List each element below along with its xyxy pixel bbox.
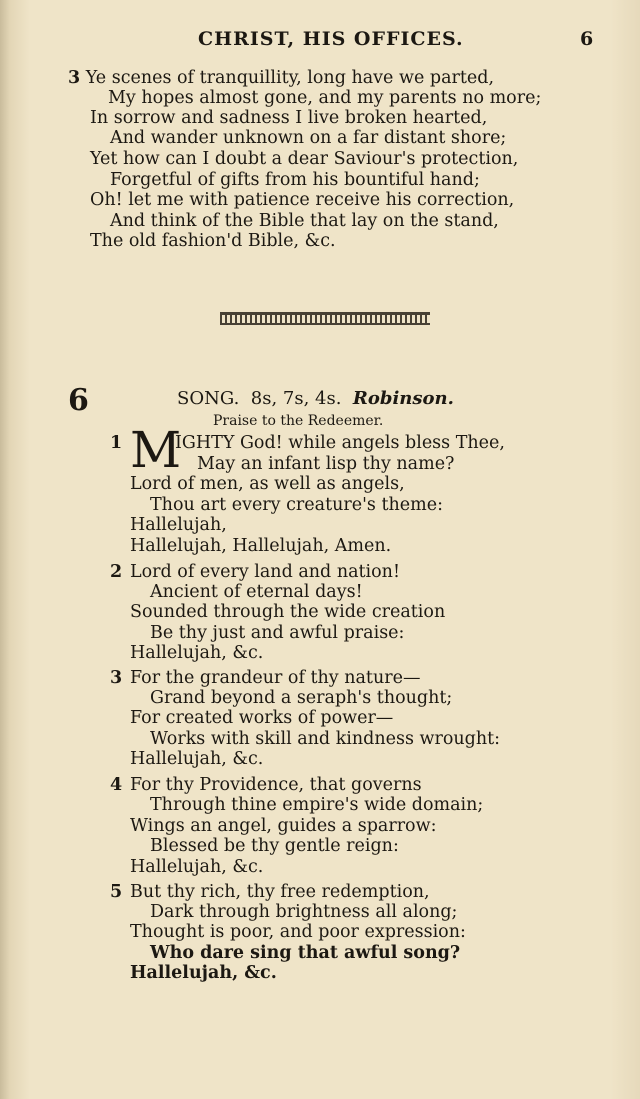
- verse-line: The old fashion'd Bible, &c.: [90, 231, 336, 251]
- tune-name: Robinson.: [352, 388, 454, 409]
- verse-line: Hallelujah, Hallelujah, Amen.: [130, 536, 392, 556]
- verse-number: 2: [110, 562, 123, 582]
- verse-line: Thought is poor, and poor expression:: [130, 922, 466, 942]
- verse-line: And wander unknown on a far distant shore;: [110, 128, 507, 148]
- song-label: SONG.: [177, 388, 240, 409]
- verse-line: Who dare sing that awful song?: [150, 943, 461, 963]
- verse-line: In sorrow and sadness I live broken hearted,: [90, 108, 488, 128]
- verse-number: 5: [110, 882, 123, 902]
- verse-line: Oh! let me with patience receive his correction,: [90, 190, 515, 210]
- page-number: 6: [580, 28, 594, 50]
- drop-cap: M: [130, 421, 182, 479]
- verse-line: Works with skill and kindness wrought:: [150, 729, 501, 749]
- ornamental-divider: [220, 312, 430, 325]
- verse-line: Hallelujah,: [130, 515, 227, 535]
- verse-line: For created works of power—: [130, 708, 394, 728]
- verse-line: Grand beyond a seraph's thought;: [150, 688, 453, 708]
- verse-line: Lord of every land and nation!: [130, 562, 400, 582]
- verse-line: For thy Providence, that governs: [130, 775, 422, 795]
- verse-line: And think of the Bible that lay on the stand,: [110, 211, 499, 231]
- verse-line: Hallelujah, &c.: [130, 643, 264, 663]
- verse-line: Forgetful of gifts from his bountiful hand;: [110, 170, 480, 190]
- verse-line: Hallelujah, &c.: [130, 963, 277, 983]
- verse-line: My hopes almost gone, and my parents no more;: [108, 88, 542, 108]
- verse-line: But thy rich, thy free redemption,: [130, 882, 430, 902]
- verse-line: Dark through brightness all along;: [150, 902, 458, 922]
- verse-line: For the grandeur of thy nature—: [130, 668, 421, 688]
- verse-line: IGHTY God! while angels bless Thee,: [175, 433, 505, 453]
- verse-text: Ye scenes of tranquillity, long have we parted,: [85, 68, 495, 88]
- verse-line: Sounded through the wide creation: [130, 602, 446, 622]
- verse-line: Be thy just and awful praise:: [150, 623, 405, 643]
- verse-line: Ancient of eternal days!: [150, 582, 363, 602]
- hymn-subtitle: Praise to the Redeemer.: [213, 413, 384, 429]
- verse-number: 4: [110, 775, 123, 795]
- verse-line: Thou art every creature's theme:: [150, 495, 443, 515]
- hymn-number: 6: [68, 383, 89, 418]
- song-meter: 8s, 7s, 4s.: [250, 388, 342, 409]
- verse-line: Hallelujah, &c.: [130, 749, 264, 769]
- page-header: [0, 28, 640, 52]
- verse-number: 1: [110, 433, 123, 453]
- verse-line: Hallelujah, &c.: [130, 857, 264, 877]
- verse-line: May an infant lisp thy name?: [197, 454, 455, 474]
- running-title: CHRIST, HIS OFFICES.: [198, 28, 464, 50]
- verse-number: 3: [110, 668, 123, 688]
- verse-line: Blessed be thy gentle reign:: [150, 836, 399, 856]
- verse-line: Yet how can I doubt a dear Saviour's protection,: [90, 149, 519, 169]
- verse-line: Lord of men, as well as angels,: [130, 474, 405, 494]
- verse-line: Wings an angel, guides a sparrow:: [130, 816, 437, 836]
- verse-line: Through thine empire's wide domain;: [150, 795, 484, 815]
- verse-number: 3: [68, 68, 81, 88]
- song-heading: [177, 388, 454, 409]
- verse-line: [68, 68, 494, 88]
